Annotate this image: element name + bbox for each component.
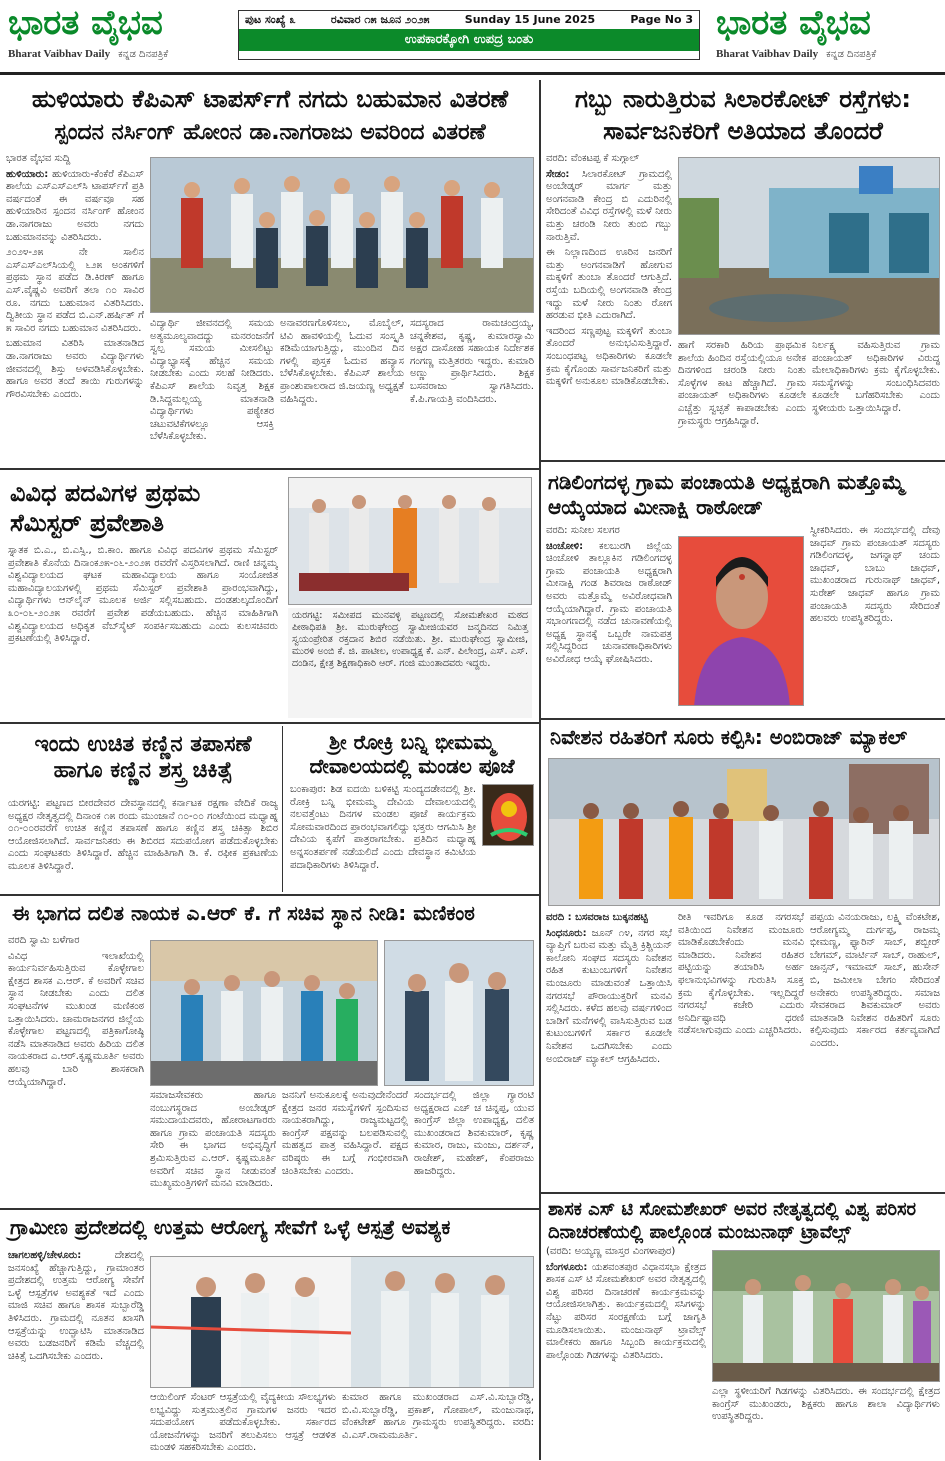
divider-a2 bbox=[541, 460, 945, 462]
a3b-caption: ಯರಗಟ್ಟಿ: ಸಮೀಪದ ಮುನವಳ್ಳಿ ಪಟ್ಟಣದಲ್ಲಿ ಸೋಮಶೇಖರ ಮಠದ ಪೀಠಾಧಿಪತಿ ಶ್ರೀ. ಮುರುಘೇಂದ್ರ ಸ್ವಾಮೀಜಿಯವರ ಜನ್ಮದಿನದ ನಿಮಿತ್ತ ಸ್ವಯಂಪ್ರೇರಿತ ರಕ್ತದಾನ ಶಿಬಿರ ನಡೆಯಿತು. ಶ್ರೀ. ಮುರುಘೇಂದ್ರ ಸ್ವಾಮೀಜಿ, ಮುರಳಿ ಅಂಬಿ ಕೆ. ಜಿ. ಪಾಟೀಲ, ಉಪಾಧ್ಯಕ್ಷ ಕೆ. ಎನ್. ಪಿಲೇಂದ್ರ, ಎಸ್. ಎಸ್. ದಂಡಿನ, ಕ್ಷೇತ್ರ ಶಿಕ್ಷಣಾಧಿಕಾರಿ ಆರ್. ಗಂಜಿ ಮುಂತಾದವರು ಇದ್ದರು. bbox=[288, 608, 532, 718]
a2-body1: ಸಿಲಾರಕೋಟ್ ಗ್ರಾಮದಲ್ಲಿ ಅಂಬೇಡ್ಕರ್ ಮಾರ್ಗ ಮತ್ತು ಅಂಗನವಾಡಿ ಕೇಂದ್ರ ಬಿ ಎದುರಿನಲ್ಲಿ ಸೇರಿದಂತೆ ವಿವಿಧ ರಸ್ತೆಗಳಲ್ಲಿ ಮಳೆ ನೀರು ಮತ್ತು ಚರಂಡಿ ನೀರು ತುಂಬಿ ಗಬ್ಬು ನಾರುತ್ತಿವೆ. bbox=[546, 168, 672, 243]
a1-col3 bbox=[280, 318, 404, 483]
a10-photo-image bbox=[713, 1251, 940, 1382]
a9-col3 bbox=[342, 1392, 534, 1456]
a8-body3: ಜನನಿಗೆ ಅನುಕೂಲಕ್ಕೆ ಅನುವುದೇನೆಂದರೆ ಕ್ಷೇತ್ರದ ಜನರ ಸಮಸ್ಯೆಗಳಿಗೆ ಸ್ಪಂದಿಸುವ ನಾಯಕರಾಗಿದ್ದು, ರಾಜ್ಯಮಟ್ಟದಲ್ಲಿ ಕಾಂಗ್ರೆಸ್ ಪಕ್ಷವನ್ನು ಬಲಪಡಿಸುವಲ್ಲಿ ಮಹತ್ವದ ಪಾತ್ರ ವಹಿಸಿದ್ದಾರೆ. ಪಕ್ಷದ ವರಿಷ್ಠರು ಈ ಬಗ್ಗೆ ಗಂಭೀರವಾಗಿ ಚಿಂತಿಸಬೇಕು ಎಂದರು. bbox=[282, 1090, 408, 1177]
a1-photo-image bbox=[151, 158, 534, 313]
masthead-subtitle-kn-right: ಕನ್ನಡ ದಿನಪತ್ರಿಕೆ bbox=[826, 49, 877, 60]
a1-body3: ಬಹುಮಾನ ವಿತರಿಸಿ ಮಾತನಾಡಿದ ಡಾ.ನಾಗರಾಜು ಅವರು ವಿದ್ಯಾರ್ಥಿಗಳು ಜೀವನದಲ್ಲಿ ಶಿಸ್ತು ಅಳವಡಿಸಿಕೊಳ್ಳಬೇಕು. ಹಾಗೂ ಅವರ ತಂದೆ ತಾಯಿ ಗುರುಗಳನ್ನು ಗೌರವಿಸಬೇಕು ಎಂದರು. bbox=[6, 338, 144, 400]
a4-portrait-image bbox=[679, 537, 804, 706]
a5-col3 bbox=[810, 912, 940, 1188]
a6-headline: ಇಂದು ಉಚಿತ ಕಣ್ಣಿನ ತಪಾಸಣೆ ಹಾಗೂ ಕಣ್ಣಿನ ಶಸ್ತ್ರ ಚಿಕಿತ್ಸೆ bbox=[34, 732, 252, 783]
a1-body1: ಹುಳಿಯಾರು-ಕೆಂಕೆರೆ ಕೆಪಿಎಸ್ ಶಾಲೆಯ ಎಸ್‌ಎಸ್‌ಎಲ್‌ಸಿ ಟಾಪರ್ಸ್‌ಗೆ ಪ್ರತಿ ವರ್ಷದಂತೆ ಈ ವರ್ಷವೂ ಸಹ ಹುಳಿಯಾರಿನ ಸ್ಪಂದನ ನರ್ಸಿಂಗ್ ಹೋಂನ ಡಾ.ನಾಗರಾಜು ಅವರು ನಗದು ಬಹುಮಾನವನ್ನು ವಿತರಿಸಿದರು. bbox=[6, 168, 144, 243]
a2-body4: ಹಾಗೆ ಸರಕಾರಿ ಹಿರಿಯ ಪ್ರಾಥಮಿಕ ಶಾಲೆಯ ಹಿಂದಿನ ರಸ್ತೆಯಲ್ಲಿಯೂ ಅನೇಕ ದಿನಗಳಿಂದ ಚರಂಡಿ ನೀರು ನಿಂತು ಸೊಳ್ಳೆಗಳ ಕಾಟ ಹೆಚ್ಚಾಗಿದೆ. ಗ್ರಾಮ ಪಂಚಾಯತ್ ಅಧಿಕಾರಿಗಳು ಕೂಡಲೇ ಎಚ್ಚೆತ್ತು ಸ್ವಚ್ಛತೆ ಕಾಪಾಡಬೇಕು ಎಂದು ಗ್ರಾಮಸ್ಥರು ಆಗ್ರಹಿಸಿದ್ದಾರೆ. bbox=[678, 340, 806, 427]
a3-body: ಸ್ನಾತಕ ಬಿ.ಎ., ಬಿ.ಎಸ್ಸಿ., ಬಿ.ಕಾಂ. ಹಾಗೂ ವಿವಿಧ ಪದವಿಗಳ ಪ್ರಥಮ ಸೆಮಿಸ್ಟರ್ ಪ್ರವೇಶಾತಿ ಕೊನೆಯ ದಿನಾಂಕ೨೫-೦೬-೨೦೨೫ ರವರೆಗೆ ವಿಸ್ತರಿಸಲಾಗಿದೆ. ರಾಣಿ ಚನ್ನಮ್ಮ ವಿಶ್ವವಿದ್ಯಾಲಯದ ಘಟಕ ಮಹಾವಿದ್ಯಾಲಯ ಹಾಗೂ ಸಂಯೋಜಿತ ಮಹಾವಿದ್ಯಾಲಯಗಳಲ್ಲಿ ಪ್ರಥಮ ಸೆಮಿಸ್ಟರ್ ಪ್ರವೇಶಾತಿ ಪ್ರಾರಂಭವಾಗಿದ್ದು, ವಿದ್ಯಾರ್ಥಿಗಳು ಆನ್‌ಲೈನ್ ಮೂಲಕ ಅರ್ಜಿ ಸಲ್ಲಿಸಬಹುದು. ದಂಡಶುಲ್ಕದೊಂದಿಗೆ ೩೦-೦೬-೨೦೨೫ ರವರೆಗೆ ಪ್ರವೇಶ ಪಡೆಯಬಹುದು. ಹೆಚ್ಚಿನ ಮಾಹಿತಿಗಾಗಿ ವಿಶ್ವವಿದ್ಯಾಲಯದ ಅಧಿಕೃತ ವೆಬ್‌ಸೈಟ್ ಸಂಪರ್ಕಿಸಬಹುದು ಎಂದು ಕುಲಸಚಿವರು ಪ್ರಕಟಣೆಯಲ್ಲಿ ತಿಳಿಸಿದ್ದಾರೆ. bbox=[8, 545, 278, 645]
divider-a3 bbox=[0, 722, 539, 724]
a10-byline: (ವರದಿ: ಅಯ್ಯಣ್ಣ ಮಾಸ್ತರ ವಿಂಗಳಾಪುರ) bbox=[546, 1246, 676, 1257]
masthead-strip: ಉಪಕಾರಕ್ಕೋಗಿ ಉಪದ್ರ ಬಂತು bbox=[239, 29, 699, 51]
divider-a1 bbox=[0, 468, 539, 470]
a4-col1 bbox=[546, 525, 672, 715]
masthead-rule bbox=[0, 72, 945, 75]
a4-col3 bbox=[810, 525, 940, 715]
a8-body1: ವಿವಿಧ ಇಲಾಖೆಯಲ್ಲಿ ಕಾರ್ಯನಿರ್ವಹಿಸುತ್ತಿರುವ ಕೊಳ್ಳೇಗಾಲ ಕ್ಷೇತ್ರದ ಶಾಸಕ ಎ.ಆರ್. ಕೆ ಅವರಿಗೆ ಸಚಿವ ಸ್ಥಾನ ನೀಡಬೇಕು ಎಂದು ದಲಿತ ಸಂಘಟನೆಗಳ ಮುಖಂಡ ಮಣಿಕಂಠ ಒತ್ತಾಯಿಸಿದರು. ಚಾಮರಾಜನಗರ ಜಿಲ್ಲೆಯ ಕೊಳ್ಳೇಗಾಲ ಪಟ್ಟಣದಲ್ಲಿ ಪತ್ರಿಕಾಗೋಷ್ಠಿ ನಡೆಸಿ ಮಾತನಾಡಿದ ಅವರು ಹಿರಿಯ ದಲಿತ ನಾಯಕರಾದ ಎ.ಆರ್.ಕೃಷ್ಣಮೂರ್ತಿ ಅವರು ಹಲವು ಬಾರಿ ಶಾಸಕರಾಗಿ ಆಯ್ಕೆಯಾಗಿದ್ದಾರೆ. bbox=[8, 950, 144, 1088]
a2-subhead: ಸಾರ್ವಜನಿಕರಿಗೆ ಅತಿಯಾದ ತೊಂದರೆ bbox=[603, 117, 883, 145]
a10-col2 bbox=[712, 1386, 940, 1456]
divider-a8 bbox=[0, 1208, 539, 1210]
a4-byline: ವರದಿ: ಸುನೀಲ ಸಲಗರ bbox=[546, 525, 620, 536]
masthead-info-box bbox=[238, 10, 700, 60]
a7-deity-image bbox=[483, 785, 534, 846]
a5-col2 bbox=[678, 912, 804, 1188]
a2-photo bbox=[678, 157, 940, 335]
a2-headline: ಗಬ್ಬು ನಾರುತ್ತಿರುವ ಸಿಲಾರಕೋಟ್ ರಸ್ತೆಗಳು: bbox=[575, 85, 911, 113]
a1-body6: ಸದಸ್ಯರಾದ ರಾಮಚಂದ್ರಯ್ಯ, ಚನ್ನಕೇಶವ, ಕೃಷ್ಣ, ಕುಮಾರಸ್ವಾಮಿ ಅಕ್ಷರ ದಾಸೋಹ ಸಹಾಯಕ ನಿರ್ದೇಶಕ ಗಂಗಣ್ಣ ಮತ್ತಿತರರು ಇದ್ದರು. ಕುಮಾರಿ ಅಣ್ಣು ಪ್ರಾರ್ಥಿಸಿದರು. ಶಿಕ್ಷಕ ಬಸವರಾಜು ಸ್ವಾಗತಿಸಿದರು. ಕೆ.ಪಿ.ಗಾಯತ್ರಿ ವಂದಿಸಿದರು. bbox=[410, 318, 534, 405]
a5-body3: ಪಪ್ಪಯ ವಿನಯರಾಜು, ಲಕ್ಷ್ಮಿ ವೆಂಕಟೇಶ, ಆರೋಗ್ಯಮ್ಮ ದುರ್ಗಪ್ಪ, ರಾಜಮ್ಮ ಭೀಮಣ್ಣ, ಫ್ಯಾರಿನ್ ಸಾಬ್, ಶಬ್ಬೀರ್ ಬೇಗಮ್, ಮಾರ್ಟಿನ್ ಸಾಬ್, ರಾಹುಲ್, ಜಾನ್ಸನ್, ಇಮಾಮ್ ಸಾಬ್, ಹುಸೇನ್ ಬಿ, ಜಮೀಲಾ ಬೇಗಂ ಸೇರಿದಂತೆ ಅನೇಕರು ಉಪಸ್ಥಿತರಿದ್ದರು. ಸಮಾಜ ಸೇವಕರಾದ ಶಿವಕುಮಾರ್ ಅವರು ಮಾತನಾಡಿ ನಿವೇಶನ ರಹಿತರಿಗೆ ಸೂರು ಕಲ್ಪಿಸುವುದು ಸರ್ಕಾರದ ಕರ್ತವ್ಯವಾಗಿದೆ ಎಂದರು. bbox=[810, 912, 940, 1049]
a8-col1 bbox=[8, 935, 144, 1205]
a10-body2: ಎಲ್ಲಾ ಸ್ಥಳೀಯರಿಗೆ ಗಿಡಗಳನ್ನು ವಿತರಿಸಿದರು. ಈ ಸಂದರ್ಭದಲ್ಲಿ ಕ್ಷೇತ್ರದ ಕಾಂಗ್ರೆಸ್ ಮುಖಂಡರು, ಶಿಕ್ಷಕರು ಹಾಗೂ ಶಾಲಾ ವಿದ್ಯಾರ್ಥಿಗಳು ಉಪಸ್ಥಿತರಿದ್ದರು. bbox=[712, 1386, 940, 1423]
a8-col2 bbox=[150, 1090, 276, 1205]
a2-body5: ನಿರ್ಲಕ್ಷ್ಯ ವಹಿಸುತ್ತಿರುವ ಗ್ರಾಮ ಪಂಚಾಯತ್ ಅಧಿಕಾರಿಗಳ ವಿರುದ್ಧ ಮೇಲಾಧಿಕಾರಿಗಳು ಕ್ರಮ ಕೈಗೊಳ್ಳಬೇಕು. ಸಮಸ್ಯೆಗಳನ್ನು ಸಂಬಂಧಿಸಿದವರು ಕೂಡಲೇ ಬಗೆಹರಿಸಬೇಕು ಎಂದು ಸ್ಥಳೀಯರು ಒತ್ತಾಯಿಸಿದ್ದಾರೆ. bbox=[812, 340, 940, 414]
a2-body3: ಇದರಿಂದ ಸಣ್ಣಪುಟ್ಟ ಮಕ್ಕಳಿಗೆ ತುಂಬಾ ತೊಂದರೆ ಅನುಭವಿಸುತ್ತಿದ್ದಾರೆ. ಸಂಬಂಧಪಟ್ಟ ಅಧಿಕಾರಿಗಳು ಕೂಡಲೇ ಕ್ರಮ ಕೈಗೊಂಡು ಸಾರ್ವಜನಿಕರಿಗೆ ಮತ್ತು ಮಕ್ಕಳಿಗೆ ಅನುಕೂಲ ಮಾಡಿಕೊಡಬೇಕು. bbox=[546, 325, 672, 388]
a4-headline: ಗಡಿಲಿಂಗದಳ್ಳ ಗ್ರಾಮ ಪಂಚಾಯತಿ ಅಧ್ಯಕ್ಷರಾಗಿ ಮತ್ತೊಮ್ಮೆ ಆಯ್ಕೆಯಾದ ಮೀನಾಕ್ಷಿ ರಾಠೋಡ್ bbox=[548, 470, 905, 519]
divider-a6-a7 bbox=[282, 726, 283, 892]
a2-byline: ವರದಿ: ವೆಂಕಟಪ್ಪ ಕೆ ಸುಗ್ಗಾಲ್ bbox=[546, 153, 640, 164]
divider-a4 bbox=[541, 718, 945, 720]
a9-col1 bbox=[8, 1250, 144, 1454]
a1-body2: ೨೦೨೪-೨೫ ನೇ ಸಾಲಿನ ಎಸ್‌ಎಸ್‌ಎಲ್‌ಸಿಯಲ್ಲಿ ೬೨೫ ಅಂಕಗಳಿಗೆ ಪ್ರಥಮ ಸ್ಥಾನ ಪಡೆದ ಡಿ.ಕಿರಣ್ ಹಾಗೂ ಎಸ್.ವೈಷ್ಣವಿ ಅವರಿಗೆ ತಲಾ ೧೦ ಸಾವಿರ ರೂ. ನಗದು ಬಹುಮಾನ ವಿತರಿಸಿದರು. ದ್ವಿತೀಯ ಸ್ಥಾನ ಪಡೆದ ಬಿ.ಎನ್.ಹರ್ಷಿತ್ ಗೆ ೫ ಸಾವಿರ ನಗದು ಬಹುಮಾನ ವಿತರಿಸಿದರು. bbox=[6, 247, 144, 334]
masthead-logo-left bbox=[8, 4, 228, 64]
a4-dateline: ಚಿಂಚೋಳಿ: bbox=[546, 540, 584, 552]
a4-body2: ಸ್ವೀಕರಿಸಿದರು. ಈ ಸಂದರ್ಭದಲ್ಲಿ ದೇವು ಜಾಧವ್ ಗ್ರಾಮ ಪಂಚಾಯತ್ ಸದಸ್ಯರು ಗಡಿಲಿಂಗದಳ್ಳ, ಜಗನ್ನಾಥ್ ಚಂದು ಜಾಧವ್, ಬಾಬು ಜಾಧವ್, ಮುಖಂಡರಾದ ಗುರುನಾಥ್ ಜಾಧವ್, ಸುರೇಶ್ ಜಾಧವ್ ಹಾಗೂ ಗ್ರಾಮ ಪಂಚಾಯತಿ ಸದಸ್ಯರು ಸೇರಿದಂತೆ ಹಲವರು ಉಪಸ್ಥಿತರಿದ್ದರು. bbox=[810, 525, 940, 625]
a5-body2: ರೀತಿ ಇವರಿಗೂ ಕೂಡ ನಗರಸಭೆ ವತಿಯಿಂದ ನಿವೇಶನ ಮಂಜೂರು ಮಾಡಿಕೊಡಬೇಕೆಂದು ಮನವಿ ಮಾಡಿದರು. ನಿವೇಶನ ರಹಿತರ ಪಟ್ಟಿಯನ್ನು ತಯಾರಿಸಿ ಅರ್ಹ ಫಲಾನುಭವಿಗಳನ್ನು ಗುರುತಿಸಿ ಸೂಕ್ತ ಕ್ರಮ ಕೈಗೊಳ್ಳಬೇಕು. ಇಲ್ಲದಿದ್ದರೆ ನಗರಸಭೆ ಕಚೇರಿ ಎದುರು ಅನಿರ್ದಿಷ್ಟಾವಧಿ ಧರಣಿ ನಡೆಸಲಾಗುವುದು ಎಂದು ಎಚ್ಚರಿಸಿದರು. bbox=[678, 912, 804, 1037]
a6-body: ಯರಗಟ್ಟಿ: ಪಟ್ಟಣದ ಬೀರದೇವರ ದೇವಸ್ಥಾನದಲ್ಲಿ ಕರ್ನಾಟಕ ರಕ್ಷಣಾ ವೇದಿಕೆ ರಾಜ್ಯ ಅಧ್ಯಕ್ಷರ ನೇತೃತ್ವದಲ್ಲಿ ದಿನಾಂಕ ೧೫ ರಂದು ಮುಂಜಾನೆ ೧೦-೦೦ ಗಂಟೆಯಿಂದ ಮಧ್ಯಾಹ್ನ ೦೧-೦೦ರವರೆಗೆ ಉಚಿತ ಕಣ್ಣಿನ ತಪಾಸಣೆ ಹಾಗೂ ಕಣ್ಣಿನ ಶಸ್ತ್ರ ಚಿಕಿತ್ಸಾ ಶಿಬಿರ ಆಯೋಜಿಸಲಾಗಿದೆ. ಸಾರ್ವಜನಿಕರು ಈ ಶಿಬಿರದ ಸದುಪಯೋಗ ಪಡೆದುಕೊಳ್ಳಬೇಕು ಎಂದು ಸಂಘಟಕರು ತಿಳಿಸಿದ್ದಾರೆ. ಹೆಚ್ಚಿನ ಮಾಹಿತಿಗಾಗಿ ಡಿ. ಕೆ. ರಫೀಕ ಪ್ರಕಟಣೆಯ ಮೂಲಕ ತಿಳಿಸಿದ್ದಾರೆ. bbox=[8, 798, 278, 872]
a1-col2 bbox=[150, 318, 274, 483]
a9-headline: ಗ್ರಾಮೀಣ ಪ್ರದೇಶದಲ್ಲಿ ಉತ್ತಮ ಆರೋಗ್ಯ ಸೇವೆಗೆ ಒಳ್ಳೆ ಆಸ್ಪತ್ರೆ ಅವಶ್ಯಕ bbox=[10, 1215, 451, 1239]
a5-byline: ವರದಿ : ಬಸವರಾಜ ಬುಕ್ಕನಹಟ್ಟಿ bbox=[546, 912, 648, 923]
date-kannada: ರವಿವಾರ ೧೫ ಜೂನ ೨೦೨೫ bbox=[330, 13, 430, 26]
a2-col2 bbox=[678, 340, 806, 458]
issue-number: ಪುಟ ಸಂಖ್ಯೆ ೩ bbox=[245, 13, 296, 26]
a7-body: ಬಂಕಾಪುರ: ಶಿಡ ಐದಯಿ ಬಳಿಕಟ್ಟಿ ಸುಂದ್ಯದಡೇನದಲ್ಲಿ ಶ್ರೀ. ರೋಕ್ರಿ ಬನ್ನಿ ಭೀಮಮ್ಮ ದೇವಿಯ ದೇವಾಲಯದಲ್ಲಿ ನಲವತ್ತೆಂಟು ದಿನಗಳ ಮಂಡಲ ಪೂಜೆ ಕಾರ್ಯಕ್ರಮ ಸೋಮವಾರದಿಂದ ಪ್ರಾರಂಭವಾಗಲಿದ್ದು ಭಕ್ತರು ಆಗಮಿಸಿ ಶ್ರೀ ದೇವಿಯ ಕೃಪೆಗೆ ಪಾತ್ರರಾಗಬೇಕು. ಪ್ರತಿದಿನ ಮಧ್ಯಾಹ್ನ ಅನ್ನಸಂತರ್ಪಣೆ ನಡೆಯಲಿದೆ ಎಂದು ದೇವಸ್ಥಾನ ಕಮಿಟಿಯ ಪದಾಧಿಕಾರಿಗಳು ತಿಳಿಸಿದ್ದಾರೆ. bbox=[290, 784, 476, 871]
masthead-logo-right bbox=[716, 4, 938, 64]
a2-dateline: ಸೇಡಂ: bbox=[546, 168, 570, 180]
a8-headline: ಈ ಭಾಗದ ದಲಿತ ನಾಯಕ ಎ.ಆರ್ ಕೆ. ಗೆ ಸಚಿವ ಸ್ಥಾನ ನೀಡಿ: ಮಣಿಕಂಠ bbox=[12, 901, 475, 925]
page-number: Page No 3 bbox=[630, 13, 693, 26]
a1-headline: ಹುಳಿಯಾರು ಕೆಪಿಎಸ್ ಟಾಪರ್ಸ್‌ಗೆ ನಗದು ಬಹುಮಾನ ವಿತರಣೆ bbox=[31, 85, 509, 113]
a2-body2: ಈ ನಿಲ್ಲಾಣದಿಂದ ಊರಿನ ಜನರಿಗೆ ಮತ್ತು ಅಂಗನವಾಡಿಗೆ ಹೋಗುವ ಮಕ್ಕಳಿಗೆ ತುಂಬಾ ತೊಂದರೆ ಆಗುತ್ತಿದೆ. ರಸ್ತೆಯ ಬದಿಯಲ್ಲಿ ಅಂಗನವಾಡಿ ಕೇಂದ್ರ ಇದ್ದು ಮಳೆ ನೀರು ನಿಂತು ರೋಗ ಹರಡುವ ಭೀತಿ ಎದುರಾಗಿದೆ. bbox=[546, 247, 672, 322]
a9-photo bbox=[150, 1256, 534, 1388]
a10-body1: ಯಶವಂತಪುರ ವಿಧಾನಸಭಾ ಕ್ಷೇತ್ರದ ಶಾಸಕ ಎಸ್ ಟಿ ಸೋಮಶೇಖರ್ ಅವರ ನೇತೃತ್ವದಲ್ಲಿ ವಿಶ್ವ ಪರಿಸರ ದಿನಾಚರಣೆ ಕಾರ್ಯಕ್ರಮವನ್ನು ಆಯೋಜಿಸಲಾಗಿತ್ತು. ಕಾರ್ಯಕ್ರಮದಲ್ಲಿ ಸಸಿಗಳನ್ನು ನೆಟ್ಟು ಪರಿಸರ ಸಂರಕ್ಷಣೆಯ ಬಗ್ಗೆ ಜಾಗೃತಿ ಮೂಡಿಸಲಾಯಿತು. ಮಂಜುನಾಥ್ ಟ್ರಾವೆಲ್ಸ್ ಮಾಲೀಕರು ಹಾಗೂ ಸಿಬ್ಬಂದಿ ಕಾರ್ಯಕ್ರಮದಲ್ಲಿ ಪಾಲ್ಗೊಂಡು ಗಿಡಗಳನ್ನು ವಿತರಿಸಿದರು. bbox=[546, 1261, 706, 1361]
a1-subhead: ಸ್ಪಂದನ ನರ್ಸಿಂಗ್ ಹೋಂನ ಡಾ.ನಾಗರಾಜು ಅವರಿಂದ ವಿತರಣೆ bbox=[54, 120, 486, 145]
a7-headline: ಶ್ರೀ ರೋಕ್ರಿ ಬನ್ನಿ ಭೀಮಮ್ಮ ದೇವಾಲಯದಲ್ಲಿ ಮಂಡಲ ಪೂಜೆ bbox=[309, 730, 515, 778]
a1-byline: ಭಾರತ ವೈಭವ ಸುದ್ದಿ bbox=[6, 153, 71, 164]
a1-body4: ವಿದ್ಯಾರ್ಥಿ ಜೀವನದಲ್ಲಿ ಸಮಯ ಅತ್ಯಮೂಲ್ಯವಾದದ್ದು ಮನರಂಜನೆಗೆ ಸ್ವಲ್ಪ ಸಮಯ ಮೀಸಲಿಟ್ಟು ವಿದ್ಯಾಭ್ಯಾಸಕ್ಕೆ ಹೆಚ್ಚಿನ ಸಮಯ ನೀಡಬೇಕು ಎಂದು ಸಲಹೆ ನೀಡಿದರು. ಕೆಪಿಎಸ್ ಶಾಲೆಯ ನಿವೃತ್ತ ಶಿಕ್ಷಕ ಡಿ.ಸಿದ್ದಮಲ್ಲಯ್ಯ ಮಾತನಾಡಿ ವಿದ್ಯಾರ್ಥಿಗಳು ಪಠ್ಯೇತರ ಚಟುವಟಿಕೆಗಳಲ್ಲೂ ಆಸಕ್ತಿ ಬೆಳೆಸಿಕೊಳ್ಳಬೇಕು. bbox=[150, 318, 274, 443]
masthead-title-right: ಭಾರತ ವೈಭವ bbox=[716, 3, 871, 43]
masthead-subtitle-kn: ಕನ್ನಡ ದಿನಪತ್ರಿಕೆ bbox=[118, 49, 169, 60]
a10-photo bbox=[712, 1250, 940, 1382]
a8-byline: ವರದಿ ಸ್ವಾಮಿ ಬಳೆಗಾರ bbox=[8, 935, 80, 946]
a1-dateline: ಹುಳಿಯಾರು: bbox=[6, 168, 49, 180]
column-divider bbox=[539, 80, 541, 1460]
a8-photo bbox=[150, 940, 378, 1086]
a3-headline: ವಿವಿಧ ಪದವಿಗಳ ಪ್ರಥಮ ಸೆಮಿಸ್ಟರ್ ಪ್ರವೇಶಾತಿ bbox=[10, 479, 201, 537]
a8-body2: ಸಮಾಜಸೇವಕರು ಹಾಗೂ ನಂಬುಗಸ್ಥರಾದ ಅಂಬೇಡ್ಕರ್ ಸಮುದಾಯದವರು, ಹೋರಾಟಗಾರರು ಹಾಗೂ ಗ್ರಾಮ ಪಂಚಾಯತಿ ಸದಸ್ಯರು ಸೇರಿ ಈ ಭಾಗದ ಅಭಿವೃದ್ಧಿಗೆ ಶ್ರಮಿಸುತ್ತಿರುವ ಎ.ಆರ್. ಕೃಷ್ಣಮೂರ್ತಿ ಅವರಿಗೆ ಸಚಿವ ಸ್ಥಾನ ನೀಡುವಂತೆ ಮುಖ್ಯಮಂತ್ರಿಗಳಿಗೆ ಮನವಿ ಮಾಡಿದರು. bbox=[150, 1090, 276, 1190]
a3b-photo bbox=[288, 477, 532, 605]
a9-body3: ಕುಮಾರ ಹಾಗೂ ಮುಖಂಡರಾದ ಎಸ್.ವಿ.ಸುಬ್ಬಾರೆಡ್ಡಿ, ಬಿ.ವಿ.ಸುಬ್ಬಾರೆಡ್ಡಿ, ಪ್ರಕಾಶ್, ಗೋಪಾಲ್, ಮಂಜುನಾಥ, ವೆಂಕಟೇಶ್ ಹಾಗೂ ಗ್ರಾಮಸ್ಥರು ಉಪಸ್ಥಿತರಿದ್ದರು. ವರದಿ: ವಿ.ಎಸ್.ರಾಮಮೂರ್ತಿ. bbox=[342, 1392, 534, 1441]
masthead-title: ಭಾರತ ವೈಭವ bbox=[8, 3, 163, 43]
a2-col3 bbox=[812, 340, 940, 458]
a8-body4: ಸಂದರ್ಭದಲ್ಲಿ ಜಿಲ್ಲಾ ಗ್ಯಾರಂಟಿ ಅಧ್ಯಕ್ಷರಾದ ಎಚ್ ಚ ಚಿನ್ನಪ್ಪ, ಯುವ ಕಾಂಗ್ರೆಸ್ ಜಿಲ್ಲಾ ಉಪಾಧ್ಯಕ್ಷ, ದಲಿತ ಮುಖಂಡರಾದ ಶಿವಕುಮಾರ್, ಕೃಷ್ಣ ಕುಮಾರ, ರಾಜು, ಮಂಜು, ದರ್ಶನ್, ರಾಜೇಶ್, ಮಹೇಶ್, ಕೆಂಪರಾಜು ಹಾಜರಿದ್ದರು. bbox=[414, 1090, 534, 1177]
divider-a6 bbox=[0, 894, 539, 896]
a1-body5: ಅನಾವರಣಗೊಳಿಸಲು, ಮೊಬೈಲ್, ಟಿವಿ ಹಾವಳಿಯಲ್ಲಿ ಓದುವ ಸಂಸ್ಕೃತಿ ಕಡಿಮೆಯಾಗುತ್ತಿದ್ದು, ಮುಂದಿನ ದಿನ ಗಳಲ್ಲಿ ಪುಸ್ತಕ ಓದುವ ಹವ್ಯಾಸ ಬೆಳೆಸಿಕೊಳ್ಳಬೇಕು. ಕೆಪಿಎಸ್ ಶಾಲೆಯ ಪ್ರಾಂಶುಪಾಲರಾದ ಜಿ.ಜಯಣ್ಣ ಅಧ್ಯಕ್ಷತೆ ವಹಿಸಿದ್ದರು. bbox=[280, 318, 404, 405]
a10-headline: ಶಾಸಕ ಎಸ್ ಟಿ ಸೋಮಶೇಖರ್ ಅವರ ನೇತೃತ್ವದಲ್ಲಿ ವಿಶ್ವ ಪರಿಸರ ದಿನಾಚರಣೆಯಲ್ಲಿ ಪಾಲ್ಗೊಂಡ ಮಂಜುನಾಥ್ ಟ್ರಾವೆಲ್ಸ್ bbox=[548, 1199, 917, 1243]
a2-photo-image bbox=[679, 158, 940, 335]
a7-photo bbox=[482, 784, 534, 846]
a5-headline: ನಿವೇಶನ ರಹಿತರಿಗೆ ಸೂರು ಕಲ್ಪಿಸಿ: ಅಂಬಿರಾಜ್ ಮ್ಯಾಕಲ್ bbox=[550, 725, 908, 749]
a5-photo-image bbox=[549, 759, 940, 906]
a8-photo2-image bbox=[385, 941, 534, 1086]
masthead-subtitle-en: Bharat Vaibhav Daily bbox=[8, 48, 111, 60]
a3b-photo-image bbox=[289, 478, 532, 605]
a5-dateline: ಸಿಂಧನೂರು: bbox=[546, 927, 587, 939]
a5-photo bbox=[548, 758, 940, 906]
a2-col1 bbox=[546, 153, 672, 453]
a9-body1: ದೇಶದಲ್ಲಿ ಜನಸಂಖ್ಯೆ ಹೆಚ್ಚಾಗುತ್ತಿದ್ದು, ಗ್ರಾಮಾಂತರ ಪ್ರದೇಶದಲ್ಲಿ ಉತ್ತಮ ಆರೋಗ್ಯ ಸೇವೆಗೆ ಒಳ್ಳೆ ಆಸ್ಪತ್ರೆಗಳ ಅವಶ್ಯಕತೆ ಇದೆ ಎಂದು ಮಾಜಿ ಸಚಿವ ಹಾಗೂ ಶಾಸಕ ಸುಬ್ಬಾರೆಡ್ಡಿ ತಿಳಿಸಿದರು. ಗ್ರಾಮದಲ್ಲಿ ನೂತನ ಖಾಸಗಿ ಆಸ್ಪತ್ರೆಯನ್ನು ಉದ್ಘಾಟಿಸಿ ಮಾತನಾಡಿದ ಅವರು ಬಡಜನರಿಗೆ ಕಡಿಮೆ ವೆಚ್ಚದಲ್ಲಿ ಚಿಕಿತ್ಸೆ ಒದಗಿಸಬೇಕು ಎಂದರು. bbox=[8, 1250, 144, 1362]
a1-col4 bbox=[410, 318, 534, 483]
a10-dateline: ಬೆಂಗಳೂರು: bbox=[546, 1261, 588, 1273]
a5-col1 bbox=[546, 912, 672, 1188]
divider-a5 bbox=[541, 1192, 945, 1194]
a8-col4 bbox=[414, 1090, 534, 1205]
a1-photo bbox=[150, 157, 534, 313]
masthead-subtitle-en-right: Bharat Vaibhav Daily bbox=[716, 48, 819, 60]
a5-body1: ಜೂನ್ ೧೪, ನಗರ ಸಭೆ ವ್ಯಾಪ್ತಿಗೆ ಬರುವ ಮತ್ತು ಮೈತ್ರಿ ಕ್ರಿಶ್ಚಿಯನ್ ಕಾಲೋನಿ ಸಂಘದ ಸದಸ್ಯರು ನಿವೇಶನ ರಹಿತ ಕುಟುಂಬಗಳಿಗೆ ನಿವೇಶನ ಮಂಜೂರು ಮಾಡುವಂತೆ ಒತ್ತಾಯಿಸಿ ನಗರಸಭೆ ಪೌರಾಯುಕ್ತರಿಗೆ ಮನವಿ ಸಲ್ಲಿಸಿದರು. ಕಳೆದ ಹಲವು ವರ್ಷಗಳಿಂದ ಬಾಡಿಗೆ ಮನೆಗಳಲ್ಲಿ ವಾಸಿಸುತ್ತಿರುವ ಬಡ ಕುಟುಂಬಗಳಿಗೆ ಸರ್ಕಾರ ಕೂಡಲೇ ನಿವೇಶನ ಒದಗಿಸಬೇಕು ಎಂದು ಅಂಬಿರಾಜ್ ಮ್ಯಾಕಲ್ ಆಗ್ರಹಿಸಿದರು. bbox=[546, 927, 672, 1065]
a9-col2 bbox=[150, 1392, 336, 1456]
a9-photo-image bbox=[151, 1257, 534, 1388]
a1-col1 bbox=[6, 153, 144, 483]
a8-col3 bbox=[282, 1090, 408, 1205]
a4-photo bbox=[678, 536, 804, 706]
a8-photo-image bbox=[151, 941, 378, 1086]
date-english: Sunday 15 June 2025 bbox=[464, 13, 596, 26]
a4-body1: ಕಲಬುರಗಿ ಜಿಲ್ಲೆಯ ಚಿಂಚೋಳಿ ತಾಲ್ಲೂಕಿನ ಗಡಿಲಿಂಗದಳ್ಳ ಗ್ರಾಮ ಪಂಚಾಯತಿ ಅಧ್ಯಕ್ಷರಾಗಿ ಮೀನಾಕ್ಷಿ ಗಂಡ ಶಿವರಾಜ ರಾಠೋಡ್ ಅವರು ಮತ್ತೊಮ್ಮೆ ಅವಿರೋಧವಾಗಿ ಆಯ್ಕೆಯಾಗಿದ್ದಾರೆ. ಗ್ರಾಮ ಪಂಚಾಯತಿ ಸಭಾಂಗಣದಲ್ಲಿ ನಡೆದ ಚುನಾವಣೆಯಲ್ಲಿ ಅಧ್ಯಕ್ಷ ಸ್ಥಾನಕ್ಕೆ ಒಬ್ಬರೇ ನಾಮಪತ್ರ ಸಲ್ಲಿಸಿದ್ದರಿಂದ ಚುನಾವಣಾಧಿಕಾರಿಗಳು ಅವಿರೋಧ ಆಯ್ಕೆ ಘೋಷಿಸಿದರು. bbox=[546, 540, 672, 665]
a9-body2: ಆಯಿಲಿಂಗ್ ಸೆಂಟರ್ ಆಸ್ಪತ್ರೆಯಲ್ಲಿ ವೈದ್ಯಕೀಯ ಸೌಲಭ್ಯಗಳು ಲಭ್ಯವಿದ್ದು ಸುತ್ತಮುತ್ತಲಿನ ಗ್ರಾಮಗಳ ಜನರು ಇದರ ಸದುಪಯೋಗ ಪಡೆದುಕೊಳ್ಳಬೇಕು. ಸರ್ಕಾರದ ಯೋಜನೆಗಳನ್ನು ಜನರಿಗೆ ತಲುಪಿಸಲು ಆಸ್ಪತ್ರೆ ಆಡಳಿತ ಮಂಡಳಿ ಸಹಕರಿಸಬೇಕು ಎಂದರು. bbox=[150, 1392, 336, 1454]
a9-dateline: ಚಾಗಲಹಳ್ಳಿ/ಚೇಳೂರು: bbox=[8, 1250, 82, 1261]
a8-photo2 bbox=[384, 940, 534, 1086]
a10-col1 bbox=[546, 1246, 706, 1454]
